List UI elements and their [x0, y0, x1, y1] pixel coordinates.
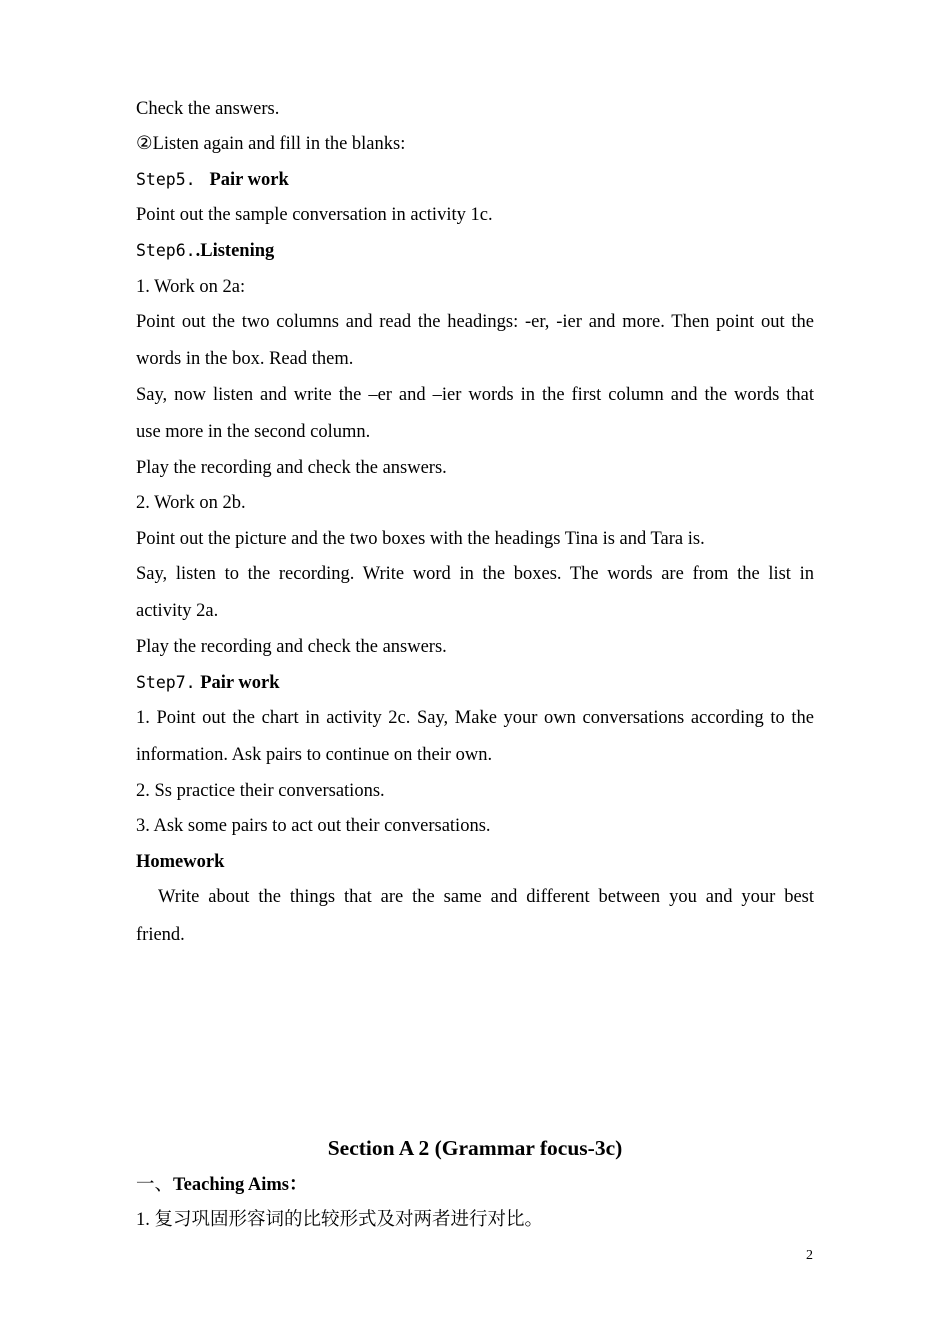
aims-item: 1. 复习巩固形容词的比较形式及对两者进行对比。: [136, 1210, 544, 1230]
page-number: 2: [806, 1248, 813, 1263]
text-line: use more in the second column.: [136, 422, 371, 442]
section-title: Section A 2 (Grammar focus-3c): [327, 1136, 623, 1160]
text-line: friend.: [136, 925, 185, 945]
text-line: activity 2a.: [136, 601, 219, 621]
text-line: information. Ask pairs to continue on their own.: [136, 745, 493, 765]
step-label: Step6.: [136, 241, 196, 260]
aims-prefix: 一、: [136, 1175, 174, 1195]
aims-title: Teaching Aims：: [173, 1175, 308, 1195]
step-title: .Listening: [195, 241, 275, 261]
text-line: Play the recording and check the answers.: [136, 458, 447, 478]
text-line: 1. Work on 2a:: [136, 277, 246, 297]
text-line: Point out the two columns and read the headings: -er, -ier and more. Then point out the: [136, 312, 814, 332]
text-line: Point out the picture and the two boxes with the headings Tina is and Tara is.: [136, 529, 705, 549]
homework-heading: Homework: [136, 852, 225, 872]
step-label: Step7.: [136, 673, 196, 692]
text-line: Say, now listen and write the –er and –ier words in the first column and the words that: [136, 385, 814, 405]
text-line: Check the answers.: [136, 99, 280, 119]
text-line: Write about the things that are the same and different between you and your best: [158, 887, 814, 907]
step-title: Pair work: [200, 673, 280, 693]
text-line: 3. Ask some pairs to act out their conversations.: [136, 816, 491, 836]
step-label: Step5.: [136, 170, 196, 189]
text-line: words in the box. Read them.: [136, 349, 354, 369]
step6-heading: [136, 240, 814, 262]
step5-heading: [136, 169, 814, 191]
text-line: Point out the sample conversation in activity 1c.: [136, 205, 493, 225]
step-title: Pair work: [209, 170, 289, 190]
step7-heading: [136, 672, 814, 694]
text-line: Play the recording and check the answers.: [136, 637, 447, 657]
teaching-aims-heading: [136, 1174, 814, 1196]
text-line: Say, listen to the recording. Write word in the boxes. The words are from the list in: [136, 564, 814, 584]
text-line: 1. Point out the chart in activity 2c. Say, Make your own conversations according to the: [136, 708, 814, 728]
text-line: 2. Ss practice their conversations.: [136, 781, 385, 801]
text-line: ②Listen again and fill in the blanks:: [136, 134, 406, 154]
text-line: 2. Work on 2b.: [136, 493, 246, 513]
